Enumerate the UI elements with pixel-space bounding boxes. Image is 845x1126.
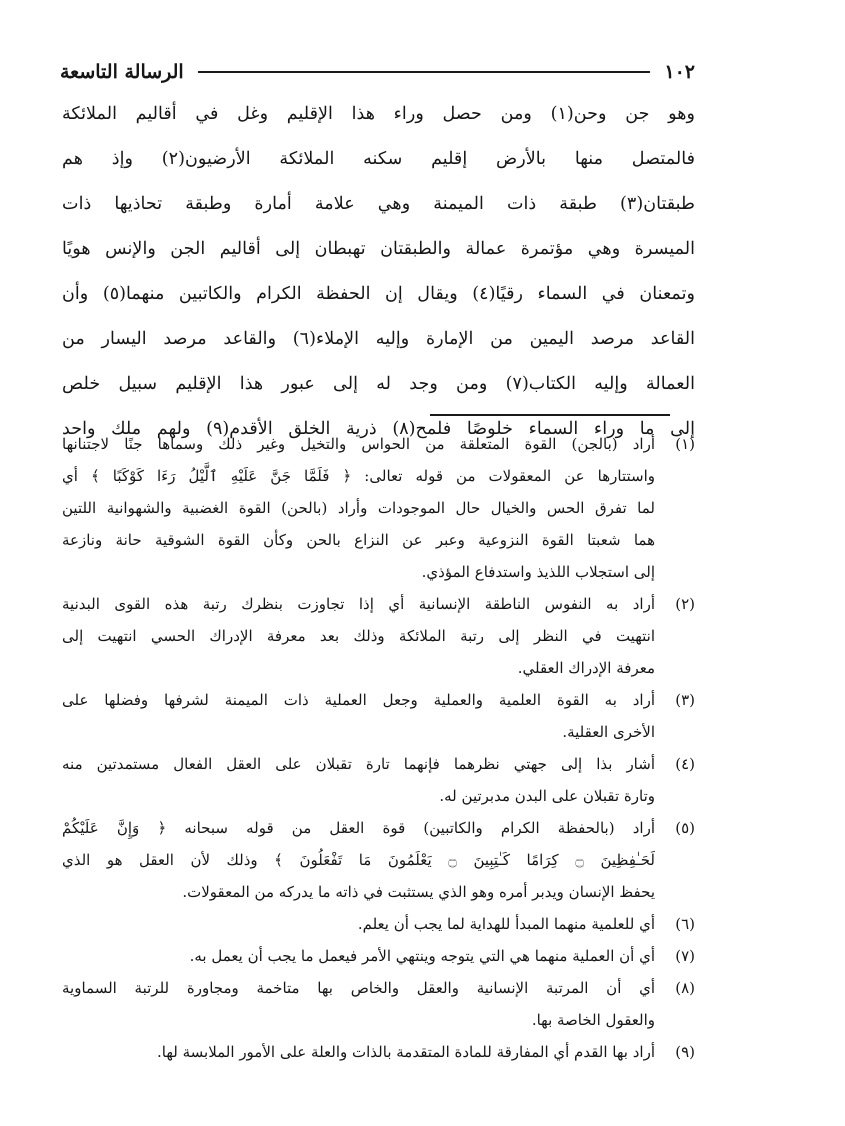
footnote — [62, 972, 695, 1036]
footnote-line: إلى استجلاب اللذيذ واستدفاع المؤذي. — [421, 563, 655, 581]
footnote — [62, 908, 695, 940]
page-number: ١٠٢ — [664, 61, 695, 83]
footnote-number: (٧) — [675, 947, 695, 965]
footnote-line: أراد به النفوس الناطقة الإنسانية أي إذا تجاوزت بنظرك رتبة هذه القوى البدنية — [62, 595, 655, 613]
footnote-number: (١) — [675, 435, 695, 453]
footnote-body — [62, 972, 655, 1036]
footnote — [62, 1036, 695, 1068]
footnote-line: أشار بذا إلى جهتي نظرهما فإنهما تارة تقبلان على العقل الفعال مستمدتين منه — [62, 755, 655, 773]
footnote-line: لَحَـٰفِظِينَ ۝ كِرَامًا كَـٰتِبِينَ ۝ يَعْلَمُونَ مَا تَفْعَلُونَ ﴾ وذلك لأن العقل هو الذي — [62, 851, 655, 869]
text-line: وتمعنان في السماء رقيًا(٤) ويقال إن الحفظة الكرام والكاتبين منهما(٥) وأن — [62, 284, 695, 304]
footnote-number: (٨) — [675, 979, 695, 997]
header-rule — [198, 71, 651, 73]
text-line: العمالة وإليه الكتاب(٧) ومن وجد له إلى عبور هذا الإقليم سبيل خلص — [62, 374, 695, 394]
footnote-line: أي للعلمية منهما المبدأ للهداية لما يجب أن يعلم. — [357, 915, 655, 933]
chapter-title: الرسالة التاسعة — [60, 61, 184, 83]
footnote — [62, 812, 695, 908]
footnote-line: والعقول الخاصة بها. — [531, 1011, 655, 1029]
footnote-body — [62, 428, 655, 588]
footnote-number: (٥) — [675, 819, 695, 837]
text-line: فالمتصل منها بالأرض إقليم سكنه الملائكة الأرضيون(٢) وإذ هم — [62, 149, 695, 169]
text-line: القاعد مرصد اليمين من الإمارة وإليه الإملاء(٦) والقاعد مرصد اليسار من — [62, 329, 695, 349]
footnote-line: انتهيت في النظر إلى رتبة الملائكة وذلك بعد معرفة الإدراك الحسي انتهيت إلى — [62, 627, 655, 645]
main-text — [62, 92, 695, 452]
text-line: الميسرة وهي مؤتمرة عمالة والطبقتان تهبطان إلى أقاليم الجن والإنس هويًا — [62, 239, 695, 259]
footnote-line: لما تفرق الحس والخيال حال الموجودات وأراد (بالحن) القوة الغضبية والشهوانية اللتين — [62, 499, 655, 517]
footnote-line: هما شعبتا القوة النزوعية وعبر عن النزاع بالحن وكأن القوة الشوقية حانة ونازعة — [62, 531, 655, 549]
footnote-number: (٢) — [675, 595, 695, 613]
footnote-line: الأخرى العقلية. — [562, 723, 655, 741]
footnote-line: أي أن العملية منهما هي التي يتوجه وينتهي الأمر فيعمل ما يجب أن يعمل به. — [189, 947, 655, 965]
footnote-body — [62, 812, 655, 908]
footnote — [62, 684, 695, 748]
footnote — [62, 940, 695, 972]
footnote-body — [62, 940, 655, 972]
footnote-body — [62, 908, 655, 940]
footnote-body — [62, 748, 655, 812]
footnote-number: (٦) — [675, 915, 695, 933]
footnotes — [62, 428, 695, 1068]
footnote-line: أراد (بالحفظة الكرام والكاتبين) قوة العقل من قوله سبحانه ﴿ وَإِنَّ عَلَيْكُمْ — [62, 819, 655, 837]
footnote-separator — [430, 414, 670, 416]
footnote-line: يحفظ الإنسان ويدبر أمره وهو الذي يستثبت في ذاته ما يدركه من المعقولات. — [182, 883, 655, 901]
footnote-number: (٤) — [675, 755, 695, 773]
footnote-body — [62, 684, 655, 748]
text-line: إلى ما وراء السماء خلوصًا فلمح(٨) ذرية الخلق الأقدم(٩) ولهم ملك واحد — [62, 419, 695, 439]
text-line: طبقتان(٣) طبقة ذات الميمنة وهي علامة أمارة وطبقة تحاذيها ذات — [62, 194, 695, 214]
footnote-line: أراد (بالجن) القوة المتعلقة من الحواس والتخيل وغير ذلك وسماها جنًا لاجتنانها — [62, 435, 655, 453]
footnote-number: (٩) — [675, 1043, 695, 1061]
footnote-line: أراد بها القدم أي المفارقة للمادة المتقدمة بالذات والعلة على الأمور الملابسة لها. — [157, 1043, 655, 1061]
footnote-number: (٣) — [675, 691, 695, 709]
text-line: وهو جن وحن(١) ومن حصل وراء هذا الإقليم وغل في أقاليم الملائكة — [62, 104, 695, 124]
footnote-line: أراد به القوة العلمية والعملية وجعل العملية ذات الميمنة لشرفها وفضلها على — [62, 691, 655, 709]
footnote — [62, 428, 695, 588]
footnote-body — [62, 1036, 655, 1068]
footnote-line: وتارة تقبلان على البدن مدبرتين له. — [439, 787, 655, 805]
running-header — [60, 52, 695, 92]
footnote-line: معرفة الإدراك العقلي. — [517, 659, 655, 677]
footnote-body — [62, 588, 655, 684]
footnote — [62, 748, 695, 812]
footnote-line: واستتارها عن المعقولات من قوله تعالى: ﴿ فَلَمَّا جَنَّ عَلَيْهِ ٱلَّيْلُ رَءَا كَوْكَبًا ﴾ أي — [62, 467, 655, 485]
footnote — [62, 588, 695, 684]
footnote-line: أي أن المرتبة الإنسانية والعقل والخاص بها متاخمة ومجاورة للرتبة السماوية — [62, 979, 655, 997]
